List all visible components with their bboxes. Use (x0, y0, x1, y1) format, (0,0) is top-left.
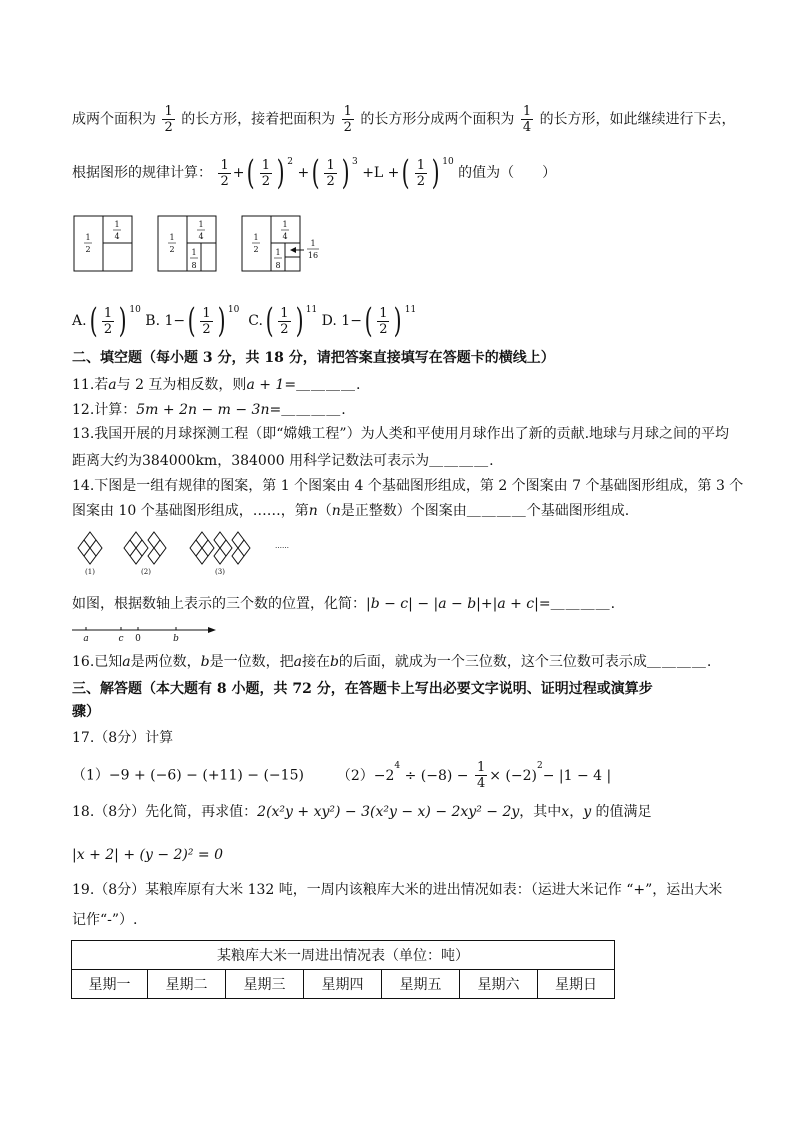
svg-text:1: 1 (85, 233, 91, 242)
svg-text:……: …… (275, 542, 289, 550)
text: 的长方形，如此继续进行下去， (539, 111, 736, 128)
text: 成两个面积为 (72, 111, 156, 128)
q17-part-2: $(2)-2^4 \div (-8)$ − $\frac{1}{4}$ × $(-2)^2- |1 - 4$ | (336, 760, 612, 791)
svg-text:1: 1 (310, 239, 316, 248)
q19-line-2: 记作“-”）. (72, 912, 138, 928)
q11: 11.若a与 2 互为相反数，则a + 1=＿＿＿＿. (72, 377, 362, 393)
svg-text:1: 1 (114, 220, 120, 229)
q12: 12.计算：5m + 2n − m − 3n=＿＿＿＿. (72, 402, 347, 418)
number-line (70, 620, 220, 644)
table-row (72, 970, 615, 999)
table-cell-day: 星期五 (382, 970, 460, 999)
q15: 如图，根据数轴上表示的三个数的位置，化简：|b − c| − |a − b|+|a + c|=＿＿＿＿. (72, 596, 617, 612)
q17-part-1: （1）−9 + (−6) − (+11) − (−15) (72, 767, 304, 784)
q14-line-2: 图案由 10 个基础图形组成，……，第n（n是正整数）个图案由＿＿＿＿个基础图形组成. (72, 503, 630, 519)
svg-text:(3): (3) (215, 568, 225, 576)
section-3-title: 三、解答题（本大题有 8 小题，共 72 分，在答题卡上写出必要文字说明、证明过程或演算步 (72, 681, 653, 697)
q13-line-2: 距离大约为384000km，384000 用科学记数法可表示为＿＿＿＿. (72, 453, 495, 469)
q17-title: 17.（8分）计算 (72, 730, 174, 746)
table-title: 某粮库大米一周进出情况表（单位：吨） (72, 941, 615, 970)
svg-text:16: 16 (307, 251, 319, 260)
svg-text:1: 1 (253, 233, 259, 242)
q19-line-1: 19.（8分）某粮库原有大米 132 吨，一周内该粮库大米的进出情况如表：（运进大米记作 “+”，运出大米 (72, 882, 723, 898)
table-cell-day: 星期二 (148, 970, 226, 999)
rice-weekly-table (71, 940, 615, 999)
q18-condition: |x + 2| + (y − 2)² = 0 (72, 847, 224, 863)
svg-text:2: 2 (253, 245, 259, 254)
svg-text:4: 4 (198, 232, 204, 241)
fraction: $\frac{1}{2}$ (220, 157, 229, 189)
option-b: B. 1− (145, 313, 186, 329)
svg-text:(1): (1) (85, 568, 95, 576)
section-2-title: 二、填空题（每小题 3 分，共 18 分，请把答案直接填写在答题卡的横线上） (72, 350, 555, 366)
svg-text:(2): (2) (141, 568, 151, 576)
text: 根据图形的规律计算： (72, 165, 212, 181)
svg-text:1: 1 (282, 220, 288, 229)
svg-text:1: 1 (191, 248, 197, 257)
svg-text:1: 1 (275, 248, 281, 257)
svg-text:2: 2 (169, 245, 175, 254)
svg-text:a: a (83, 634, 89, 644)
svg-text:8: 8 (275, 261, 281, 270)
fraction: $\frac{1}{2}$ (164, 104, 173, 135)
fraction: $\frac{1}{4}$ (522, 104, 532, 135)
svg-text:4: 4 (282, 232, 288, 241)
q14-line-1: 14.下图是一组有规律的图案，第 1 个图案由 4 个基础图形组成，第 2 个图案由 7 个基础图形组成，第 3 个 (72, 478, 744, 494)
table-cell-day: 星期日 (538, 970, 615, 999)
diamond-pattern-figure (70, 528, 310, 578)
fraction: $\frac{1}{2}$ (343, 104, 352, 135)
series-expression: 根据图形的规律计算： $\frac{1}{2}$ +( $\frac{1}{2}$ ) $^2$ +( $\frac{1}{2}$ ) $^3$ +L +( $\frac{1}{2}$ ) $^{10}$ 的值为（ ） (72, 153, 557, 193)
table-cell-day: 星期三 (226, 970, 304, 999)
svg-text:0: 0 (135, 634, 141, 644)
svg-text:4: 4 (114, 232, 120, 241)
q16: 16.已知a是两位数，b是一位数，把a接在b的后面，就成为一个三位数，这个三位数可表示成＿＿＿＿. (72, 654, 713, 670)
text: 的长方形分成两个面积为 (360, 111, 515, 128)
square-division-figures (70, 210, 350, 276)
intro-line-1 (72, 104, 736, 135)
svg-text:1: 1 (198, 220, 204, 229)
option-d: D. 1− (321, 313, 362, 329)
svg-text:c: c (118, 634, 124, 644)
text: 的长方形，接着把面积为 (181, 111, 336, 128)
q17-parts (72, 760, 611, 791)
table-cell-day: 星期六 (460, 970, 538, 999)
svg-text:8: 8 (191, 261, 197, 270)
table-cell-day: 星期一 (72, 970, 148, 999)
svg-text:2: 2 (85, 245, 91, 254)
svg-text:1: 1 (169, 233, 175, 242)
svg-text:b: b (173, 634, 179, 644)
q10-options: A.( $\frac{1}{2}$ ) $^{10}$ B. 1−( $\frac{1}{2}$ ) $^{10}$ C.( $\frac{1}{2}$ ) $^{11}$ D. 1−( $\frac{1}{2}$ ) $^{11}$ (72, 301, 417, 341)
table-cell-day: 星期四 (304, 970, 382, 999)
q18: 18.（8分）先化简，再求值：2(x²y + xy²) − 3(x²y − x) − 2xy² − 2y，其中x，y 的值满足 (72, 804, 652, 820)
option-c: C. (248, 313, 263, 329)
section-3-title-cont: 骤） (72, 704, 100, 720)
option-a: A. (72, 313, 87, 329)
q13-line-1: 13.我国开展的月球探测工程（即“嫦娥工程”）为人类和平使用月球作出了新的贡献.地球与月球之间的平均 (72, 426, 730, 442)
